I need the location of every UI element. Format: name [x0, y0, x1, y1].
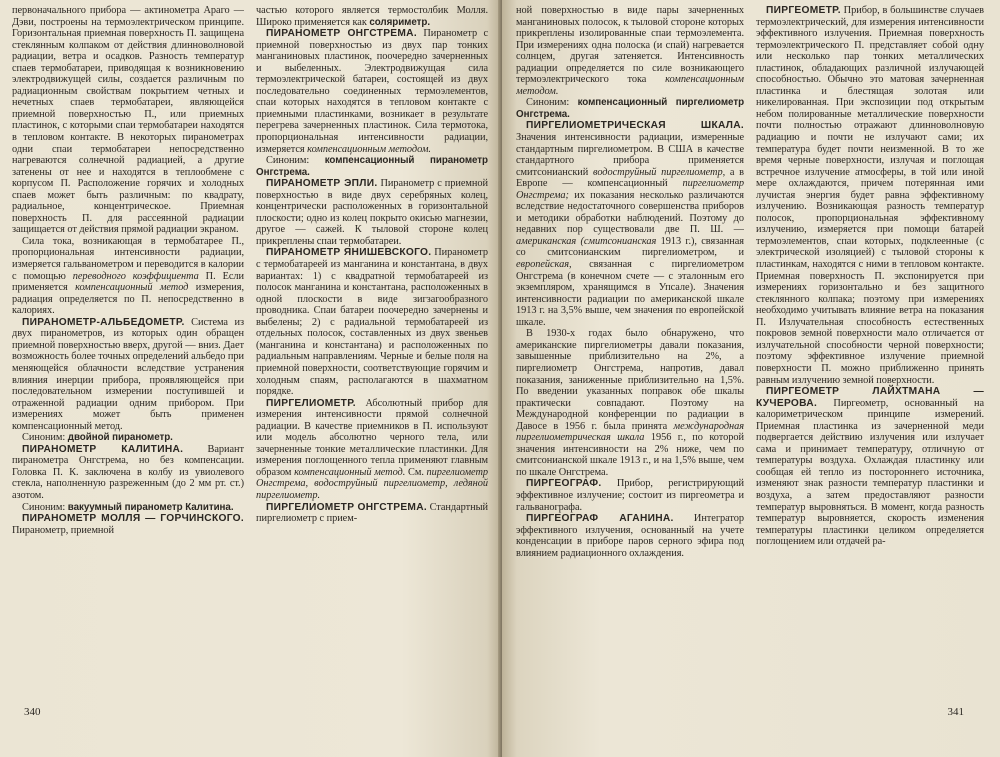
synonym-term: вакуумный пиранометр Калитина. [67, 501, 234, 513]
paragraph [12, 236, 244, 317]
dictionary-entry [256, 28, 488, 155]
paragraph [12, 5, 244, 236]
page-number-right: 341 [947, 706, 964, 718]
entry-text: Абсолютный прибор для измерения интенсивности прямой солнечной радиации. В качестве приемников в П. используют или модель абсолютно черного тела, или зачерненные тонкие металлические пластинки. Для измерения поглощенного тепла применяют главным образом [256, 397, 488, 478]
entry-text: Сила тока, возникающая в термобатарее П., пропорциональная интенсивности радиации, измеряется гальванометром и переводится в калории с помощью [12, 235, 244, 282]
entry-text: П. Если применяется [12, 270, 244, 294]
italic-term: компенсационный метод. [294, 466, 406, 478]
text-column-4 [756, 5, 984, 695]
italic-term: пиргелиометр Онгстрема, водоструйный пиргелиометр, ледяной пиргелиометр. [256, 466, 488, 501]
italic-term: компенсационным методом. [307, 143, 431, 155]
dictionary-entry [12, 513, 244, 536]
italic-term: водоструйный пиргелиометр, [593, 166, 726, 178]
entry-headword: ПИРГЕЛИОМЕТР ОНГСТРЕМА. [266, 501, 427, 513]
entry-text: Пиргеометр, основанный на калориметрическом принципе измерений. Приемная пластинка из зачерненной меди подвергается действию излучения или излучает сама и принимает температуру, отличную от температуры воздуха. Охлаждая пластинку или сообщая ей тепло из постороннего источника, изменяют знак разности температур пластинки и воздуха, а затем предоставляют разности температур выровняться. В момент, когда разность температур выровняется, скорость изменения температуры пластинки целиком определяется поглощением или отдачей ра- [756, 397, 984, 548]
entry-text: Прибор, регистрирующий эффективное излучение; состоит из пиргеометра и гальванографа. [516, 478, 744, 513]
entry-headword: ПИРАНОМЕТР ЭПЛИ. [266, 178, 378, 190]
entry-text: 1956 г., по которой значения интенсивности на 2% ниже, чем по смитсонианской шкале 1913 г., и на 1,5% выше, чем по шкале Онгстрема. [516, 432, 744, 478]
paragraph [256, 5, 488, 28]
entry-text: Пиранометр с приемной поверхностью в виде двух серебряных колец, концентрически расположенных в горизонтальной плоскости; одно из колец покрыто окисью магнезии, другое — сажей. К тыловой стороне колец прикреплены спаи термобатареи. [256, 178, 488, 247]
italic-term: европейская, [516, 259, 572, 271]
paragraph [516, 328, 744, 478]
dictionary-entry [256, 398, 488, 502]
italic-term: пиргелиометр Онгстрема; [516, 178, 744, 201]
entry-text: измерения, радиация определяется по П. непосредственно в калориях. [12, 282, 244, 317]
text-column-3 [516, 5, 744, 695]
entry-headword: ПИРАНОМЕТР ОНГСТРЕМА. [266, 28, 417, 40]
right-page-columns [516, 5, 984, 695]
entry-text: частью которого является термостолбик Молля. Широко применяется как [256, 5, 488, 28]
entry-text: их показания несколько различаются вследствие недостаточного совершенства приборов и методики обработки наблюдений. Поэтому до недавних пор существовали две П. Ш. — [516, 189, 744, 236]
entry-text: связанная с пиргелиометром Онгстрема (в конечном счете — с эталонным его экземпляром, хранящимся в Упсале). Значения интенсивности радиации по американской шкале 1913 г. на 3,5% выше, чем значения по европейской шкале. [516, 259, 744, 328]
italic-term: компенсационный метод [75, 282, 189, 294]
left-page-columns [12, 5, 488, 695]
entry-headword: ПИРГЕОГРАФ АГАНИНА. [526, 513, 674, 525]
entry-text: Вариант пиранометра Онгстрема, но без компенсации. Головка П. К. заключена в колбу из увиолевого стекла, наполненную разреженным (до 2 мм рт. ст.) азотом. [12, 443, 244, 501]
text-column-2 [256, 5, 488, 695]
dictionary-entry [756, 5, 984, 386]
page-number-left: 340 [24, 706, 41, 718]
entry-text: Интегратор эффективного излучения, основанный на учете конденсации в приборе паров серного эфира под влиянием радиационного охлаждения. [516, 513, 744, 559]
entry-text: Синоним: [22, 501, 68, 513]
dictionary-entry [516, 478, 744, 513]
italic-term: международная пиргелиометрическая шкала [516, 420, 744, 444]
dictionary-entry [12, 317, 244, 432]
paragraph [12, 502, 244, 514]
entry-text: Стандартный пиргелиометр с прием- [256, 501, 488, 525]
text-column-1 [12, 5, 244, 695]
entry-headword: ПИРГЕЛИОМЕТРИЧЕСКАЯ ШКАЛА. [526, 120, 744, 132]
italic-term: американская (смитсонианская [516, 235, 657, 247]
synonym-term: компенсационный пиранометр Онгстрема. [256, 155, 488, 178]
italic-term: переводного коэффициента [72, 270, 199, 282]
synonym-term: соляриметр. [369, 16, 431, 28]
italic-term: компенсационным методом. [516, 74, 744, 97]
right-page [502, 0, 1000, 757]
dictionary-entry [516, 120, 744, 328]
paragraph [516, 97, 744, 120]
synonym-term: компенсационный пиргелиометр Онгстрема. [516, 97, 744, 120]
paragraph [12, 432, 244, 444]
entry-headword: ПИРАНОМЕТР МОЛЛЯ — ГОРЧИНСКОГО. [22, 513, 244, 525]
entry-text: 1913 г.), связанная со смитсонианским пиргелиометром, и [516, 235, 744, 259]
entry-headword: ПИРАНОМЕТР КАЛИТИНА. [22, 443, 184, 455]
entry-text: Значения интенсивности радиации, измеренные стандартным пиргелиометром. В США в качестве стандартного прибора применяется смитсонианский [516, 132, 744, 178]
dictionary-entry [756, 386, 984, 548]
entry-headword: ПИРГЕОГРАФ. [526, 478, 602, 490]
entry-text: Прибор, в большинстве случаев термоэлектрический, для измерения интенсивности эффективного излучения. Приемная поверхность термоэлектрического П. представляет собой одну или несколько пар тонких металлических пластинок, обладающих различной излучающей способностью. Обычно это матовая зачерненная пластинка и блестящая золотая или никелированная. При экспозиции под открытым небом полированные металлические поверхности почти полностью отражают длинноволновую радиацию и почти не излучают сами; их температура будет почти неизменной. В то же время черные поверхности, излучая и поглощая встречное излучение атмосферы, в той или иной мере охлаждаются, причем потерянная ими лучистая энергия будет равна эффективному излучению. Возникающая разность температур полосок, пропорциональная эффективному излучению, измеряется при помощи батарей термоэлементов, спаи которых, подклеенные (с электрической изоляцией) с тыловой стороны к пластинкам, находятся с ними в тепловом контакте. Приемная поверхность П. экспонируется при измерениях горизонтально и без защитного стеклянного колпака; поэтому при измерениях необходимо учитывать влияние ветра на показания П. Излучательная способность естественных покровов земной поверхности мало отличается от излучательной способности черной поверхности; поэтому эффективное излучение приемной поверхности П. можно приближенно принять равным излучению земной поверхности. [756, 5, 984, 386]
paragraph [516, 5, 744, 97]
entry-text: Пиранометр с термобатареей из манганина и константана, в двух вариантах: 1) с квадратной термобатареей из полосок манганина и константана, расположенных в одной плоскости в виде зигзагообразного проводника. Спаи батареи поочередно зачернены и выбелены; 2) с радиальной термобатареей из отдельных полосок, составленных из двух звеньев (манганина и константана) и расположенных по радиальным направлениям. Черные и белые поля на приемной поверхности, соответствующие горячим и холодным спаям, располагаются в шахматном порядке. [256, 247, 488, 398]
dictionary-entry [12, 444, 244, 502]
entry-text: Система из двух пиранометров, из которых один обращен приемной поверхностью вверх, другой — вниз. Дает возможность более точных определений альбедо при меняющейся облачности вследствие устранения влияния инерции прибора, проявляющейся при последовательном измерении поступившей и отраженной радиации одним прибором. При измерениях может быть применен компенсационный метод. [12, 316, 244, 432]
entry-text: первоначального прибора — актинометра Араго — Дэви, построены на термоэлектрическом принципе. Горизонтальная приемная поверхность П. защищена стеклянным колпаком от действия длинноволновой радиации, ветра и осадков. Разность температур спаев термобатареи, приводящая к возникновению электродвижущей силы, создается различным по радиационным свойствам покрытием четных и нечетных спаев термобатареи, являющейся приемной поверхностью П., или приемных пластинок, с которыми спаи термобатареи находятся в тепловом контакте. В некоторых пиранометрах одни спаи термобатареи непосредственно нагреваются солнечной радиацией, а другие затенены от нее и находятся в теплообмене с корпусом П. Расположение горячих и холодных спаев может быть различным: по квадрату, радиальное, концентрическое. Приемная поверхность П. для рассеянной радиации защищается от действия прямой радиации экраном. [12, 5, 244, 236]
entry-text: Пиранометр, приемной [12, 524, 115, 536]
dictionary-entry [516, 513, 744, 559]
entry-text: Синоним: [526, 97, 578, 109]
entry-text: Пиранометр с приемной поверхностью из двух пар тонких манганиновых пластинок, поочередно зачерненных и выбеленных. Электродвижущая сила термоэлектрической батареи, состоящей из двух последовательно соединенных термоэлементов, спаи которых находятся в тепловом контакте с приемными пластинками, возникает в результате перегрева зачерненных пластинок. Сила термотока, пропорциональная интенсивности радиации, измеряется [256, 28, 488, 155]
entry-text: В 1930-х годах было обнаружено, что американские пиргелиометры давали показания, завышенные приблизительно на 2%, а пиргелиометр Онгстрема, напротив, давал показания, заниженные приблизительно на 1,5%. По введении указанных поправок обе шкалы практически совпадают. Поэтому на Международной конференции по радиации в Давосе в 1956 г. была принята [516, 328, 744, 432]
entry-headword: ПИРГЕОМЕТР ЛАЙХТМАНА — КУЧЕРОВА. [756, 386, 984, 409]
entry-text: а в Европе — компенсационный [516, 166, 744, 190]
paragraph [256, 155, 488, 178]
dictionary-entry [256, 247, 488, 397]
entry-headword: ПИРГЕОМЕТР. [766, 5, 841, 16]
entry-headword: ПИРАНОМЕТР-АЛЬБЕДОМЕТР. [22, 316, 185, 328]
entry-text: ной поверхностью в виде пары зачерненных манганиновых полосок, к тыловой стороне которых прикреплены изолированные спаи термоэлемента. При измерениях одна полоска (и спай) нагревается солнцем, другая затеняется. Интенсивность радиации определяется по силе возникающего термоэлектрического тока [516, 5, 744, 86]
entry-headword: ПИРАНОМЕТР ЯНИШЕВСКОГО. [266, 247, 432, 259]
synonym-term: двойной пиранометр. [67, 432, 173, 444]
entry-text: Синоним: [22, 432, 68, 444]
dictionary-entry [256, 178, 488, 247]
entry-text: См. [405, 466, 427, 478]
dictionary-entry [256, 502, 488, 525]
entry-headword: ПИРГЕЛИОМЕТР. [266, 397, 356, 409]
entry-text: Синоним: [266, 155, 325, 167]
